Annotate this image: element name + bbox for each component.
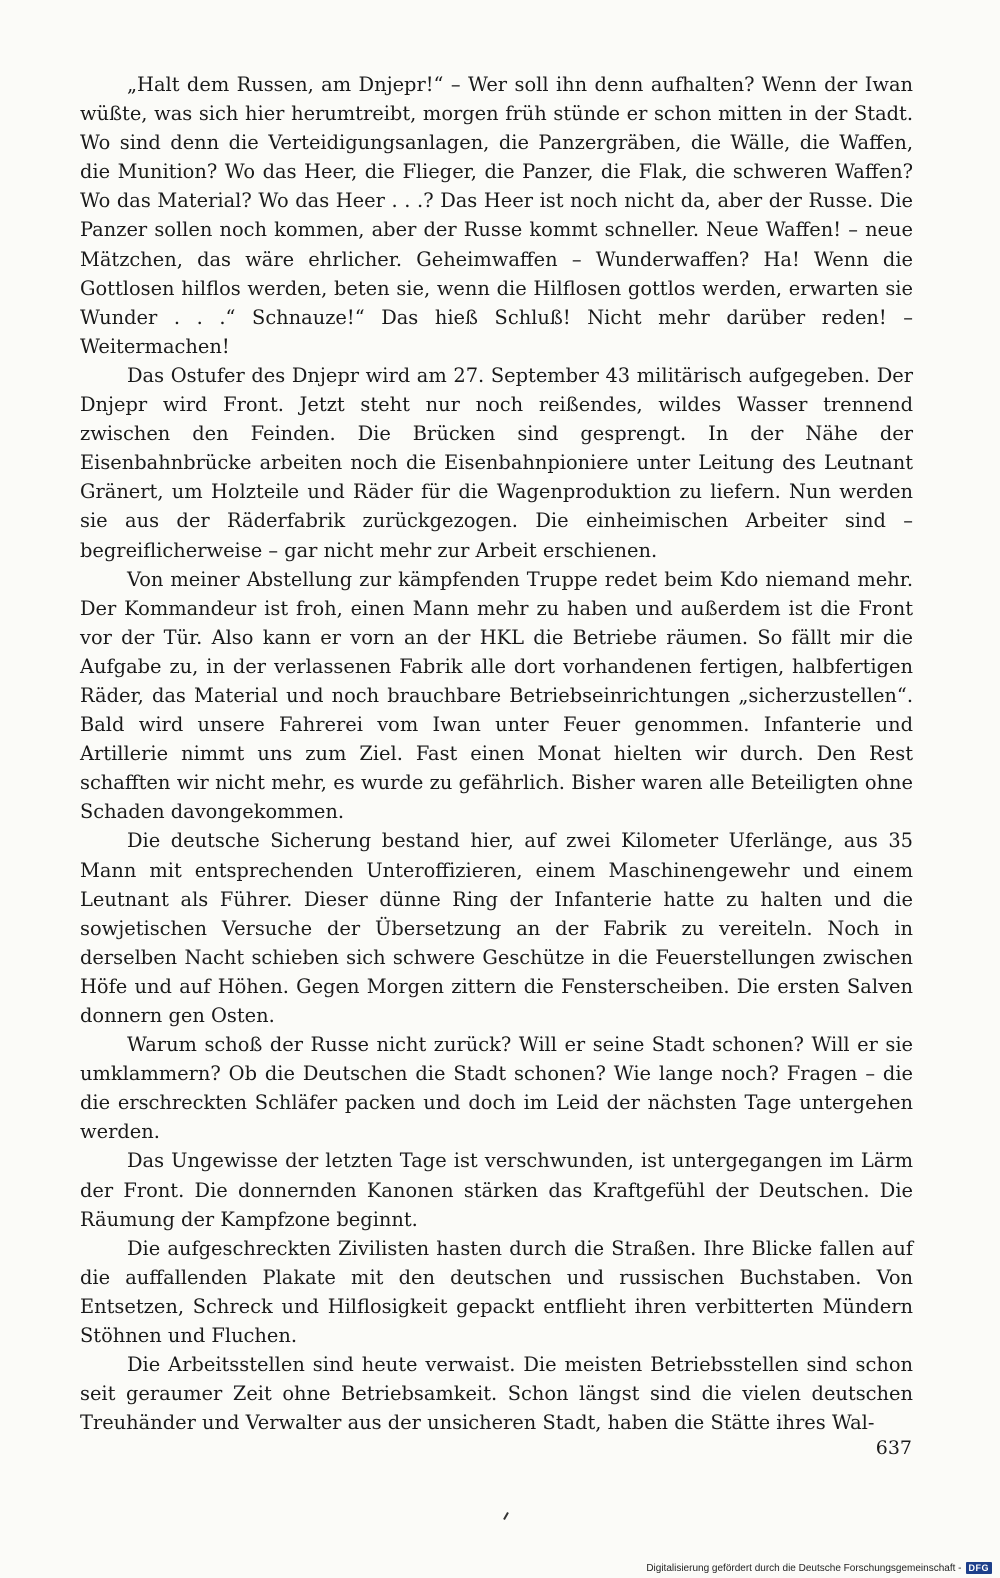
footer-text: Digitalisierung gefördert durch die Deutsche Forschungsgemeinschaft - [646,1562,962,1574]
paragraph-2: Das Ostufer des Dnjepr wird am 27. September 43 militärisch aufgegeben. Der Dnjepr wird Front. Jetzt steht nur noch reißendes, wildes Wasser trennend zwischen den Feinden. Die Brücken sind gesprengt. In der Nähe der Eisenbahnbrücke arbeiten noch die Eisenbahnpioniere unter Leitung des Leutnant Gränert, um Holzteile und Räder für die Wagenproduktion zu liefern. Nun werden sie aus der Räderfabrik zurückgezogen. Die einheimischen Arbeiter sind – begreiflicherweise – gar nicht mehr zur Arbeit erschienen. [80,363,913,562]
page-number: 637 [875,1437,912,1459]
paragraph-4: Die deutsche Sicherung bestand hier, auf zwei Kilometer Uferlänge, aus 35 Mann mit entsprechenden Unteroffizieren, einem Maschinengewehr und einem Leutnant als Führer. Dieser dünne Ring der Infanterie hatte zu halten und die sowjetischen Versuche der Übersetzung an der Fabrik zu vereiteln. Noch in derselben Nacht schieben sich schwere Geschütze in die Feuerstellungen zwischen Höfe und auf Höhen. Gegen Morgen zittern die Fensterscheiben. Die ersten Salven donnern gen Osten. [80,829,913,1027]
paragraph-6: Das Ungewisse der letzten Tage ist verschwunden, ist untergegangen im Lärm der Front. Die donnernden Kanonen stärken das Kraftgefühl der Deutschen. Die Räumung der Kampfzone beginnt. [80,1149,913,1231]
paragraph-3: Von meiner Abstellung zur kämpfenden Truppe redet beim Kdo niemand mehr. Der Kommandeur ist froh, einen Mann mehr zu haben und außerdem ist die Front vor der Tür. Also kann er vorn an der HKL die Betriebe räumen. So fällt mir die Aufgabe zu, in der verlassenen Fabrik alle dort vorhandenen fertigen, halbfertigen Räder, das Material und noch brauchbare Betriebseinrichtungen „sicherzustellen“. Bald wird unsere Fahrerei vom Iwan unter Feuer genommen. Infanterie und Artillerie nimmt uns zum Ziel. Fast einen Monat hielten wir durch. Den Rest schafften wir nicht mehr, es wurde zu gefährlich. Bisher waren alle Beteiligten ohne Schaden davongekommen. [80,567,913,824]
digitization-footer [646,1562,992,1574]
scan-mark [503,1512,509,1520]
body-text [80,70,913,1437]
paragraph-7: Die aufgeschreckten Zivilisten hasten durch die Straßen. Ihre Blicke fallen auf die auffallenden Plakate mit den deutschen und russischen Buchstaben. Von Entsetzen, Schreck und Hilflosigkeit gepackt entflieht ihren verbitterten Mündern Stöhnen und Fluchen. [80,1236,913,1348]
dfg-logo-icon: DFG [966,1562,993,1574]
paragraph-8: Die Arbeitsstellen sind heute verwaist. Die meisten Betriebsstellen sind schon seit geraumer Zeit ohne Betriebsamkeit. Schon längst sind die vielen deutschen Treuhänder und Verwalter aus der unsicheren Stadt, haben die Stätte ihres Wal- [80,1353,913,1435]
paragraph-1: „Halt dem Russen, am Dnjepr!“ – Wer soll ihn denn aufhalten? Wenn der Iwan wüßte, was sich hier herumtreibt, morgen früh stünde er schon mitten in der Stadt. Wo sind denn die Verteidigungsanlagen, die Panzergräben, die Wälle, die Waffen, die Munition? Wo das Heer, die Flieger, die Panzer, die Flak, die schweren Waffen? Wo das Material? Wo das Heer . . .? Das Heer ist noch nicht da, aber der Russe. Die Panzer sollen noch kommen, aber der Russe kommt schneller. Neue Waffen! – neue Mätzchen, das wäre ehrlicher. Geheimwaffen – Wunderwaffen? Ha! Wenn die Gottlosen hilflos werden, beten sie, wenn die Hilflosen gottlos werden, erwarten sie Wunder . . .“ Schnauze!“ Das hieß Schluß! Nicht mehr darüber reden! – Weitermachen! [80,73,913,358]
paragraph-5: Warum schoß der Russe nicht zurück? Will er seine Stadt schonen? Will er sie umklammern? Ob die Deutschen die Stadt schonen? Wie lange noch? Fragen – die die erschreckten Schläfer packen und doch im Leid der nächsten Tage untergehen werden. [80,1033,913,1144]
